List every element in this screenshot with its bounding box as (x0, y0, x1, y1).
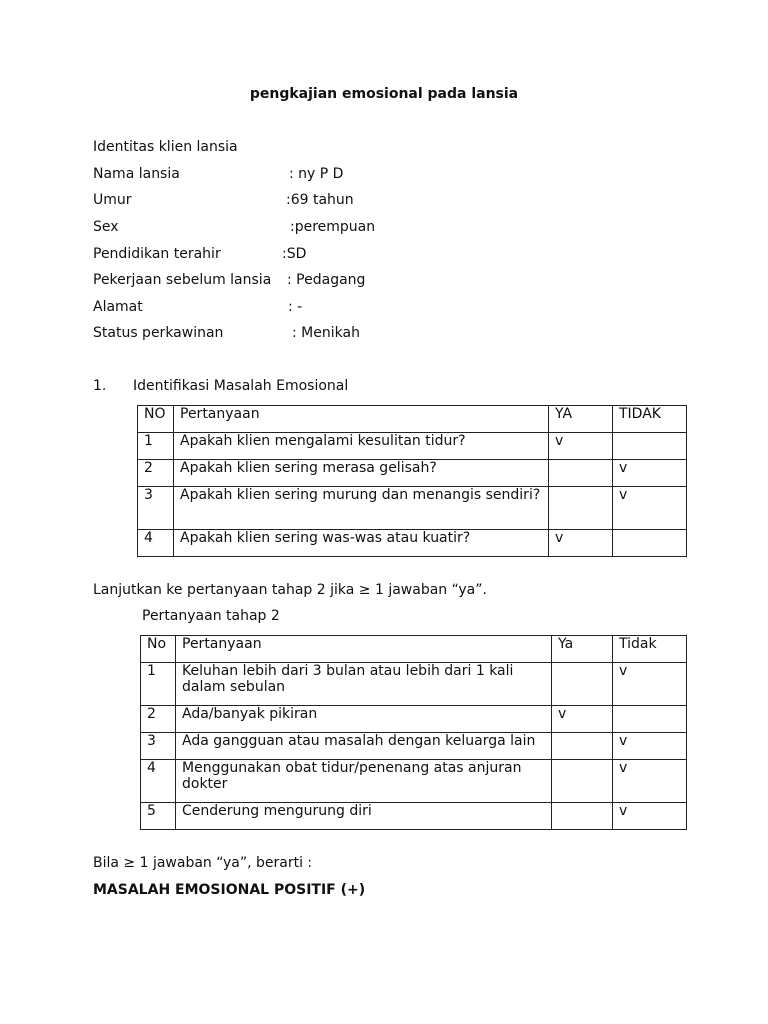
row-tidak: v (613, 803, 687, 830)
section1-title: Identifikasi Masalah Emosional (133, 378, 349, 394)
table-row (138, 530, 687, 557)
table-row (138, 460, 687, 487)
row-number: 4 (138, 530, 174, 557)
row-tidak: v (613, 487, 687, 530)
row-question: Ada gangguan atau masalah dengan keluarga lain (176, 733, 552, 760)
row-tidak: v (613, 760, 687, 803)
row-ya: v (549, 530, 613, 557)
table-row (141, 803, 687, 830)
row-number: 1 (141, 663, 176, 706)
row-tidak: v (613, 733, 687, 760)
table-header-row (141, 636, 687, 663)
header-cell: Pertanyaan (174, 406, 549, 433)
identity-value: :perempuan (290, 219, 376, 235)
table-row (141, 706, 687, 733)
identity-label: Nama lansia (93, 166, 180, 182)
table-row (141, 733, 687, 760)
row-number: 2 (138, 460, 174, 487)
table-header-row (138, 406, 687, 433)
identity-label: Pendidikan terahir (93, 246, 221, 262)
identity-label: Sex (93, 219, 119, 235)
identity-value: : Pedagang (287, 272, 366, 288)
row-tidak: v (613, 460, 687, 487)
stage2-table (140, 635, 687, 830)
header-cell: Ya (552, 636, 613, 663)
section1-number: 1. (93, 378, 107, 394)
row-ya (552, 803, 613, 830)
row-question: Apakah klien sering was-was atau kuatir? (174, 530, 549, 557)
row-ya (552, 733, 613, 760)
conclusion-note: Bila ≥ 1 jawaban “ya”, berarti : (93, 855, 313, 871)
identity-label: Status perkawinan (93, 325, 224, 341)
row-number: 3 (138, 487, 174, 530)
identity-value: : - (288, 299, 303, 315)
identity-value: :69 tahun (286, 192, 354, 208)
document-title: pengkajian emosional pada lansia (249, 86, 519, 102)
row-number: 3 (141, 733, 176, 760)
row-question: Keluhan lebih dari 3 bulan atau lebih dari 1 kali dalam sebulan (176, 663, 552, 706)
continue-note: Lanjutkan ke pertanyaan tahap 2 jika ≥ 1 jawaban “ya”. (93, 582, 487, 598)
identity-label: Pekerjaan sebelum lansia (93, 272, 272, 288)
identity-value: : Menikah (292, 325, 360, 341)
emotional-problem-table (137, 405, 687, 557)
row-question: Menggunakan obat tidur/penenang atas anjuran dokter (176, 760, 552, 803)
table-row (138, 487, 687, 530)
row-question: Apakah klien mengalami kesulitan tidur? (174, 433, 549, 460)
row-question: Ada/banyak pikiran (176, 706, 552, 733)
row-ya (552, 760, 613, 803)
identity-label: Umur (93, 192, 132, 208)
row-tidak (613, 433, 687, 460)
stage2-title: Pertanyaan tahap 2 (142, 608, 280, 624)
header-cell: Pertanyaan (176, 636, 552, 663)
identity-value: :SD (282, 246, 307, 262)
conclusion-result: MASALAH EMOSIONAL POSITIF (+) (93, 882, 366, 898)
header-cell: TIDAK (613, 406, 687, 433)
header-cell: NO (138, 406, 174, 433)
identity-value: : ny P D (289, 166, 344, 182)
row-ya: v (549, 433, 613, 460)
header-cell: YA (549, 406, 613, 433)
row-question: Apakah klien sering murung dan menangis sendiri? (174, 487, 549, 530)
row-ya (549, 460, 613, 487)
row-question: Apakah klien sering merasa gelisah? (174, 460, 549, 487)
row-question: Cenderung mengurung diri (176, 803, 552, 830)
identity-label: Alamat (93, 299, 143, 315)
header-cell: Tidak (613, 636, 687, 663)
row-number: 1 (138, 433, 174, 460)
row-tidak: v (613, 663, 687, 706)
row-ya (549, 487, 613, 530)
table-row (138, 433, 687, 460)
row-ya: v (552, 706, 613, 733)
row-ya (552, 663, 613, 706)
table-row (141, 663, 687, 706)
row-tidak (613, 706, 687, 733)
table-row (141, 760, 687, 803)
row-number: 2 (141, 706, 176, 733)
header-cell: No (141, 636, 176, 663)
row-number: 5 (141, 803, 176, 830)
row-number: 4 (141, 760, 176, 803)
row-tidak (613, 530, 687, 557)
identity-heading: Identitas klien lansia (93, 139, 238, 155)
